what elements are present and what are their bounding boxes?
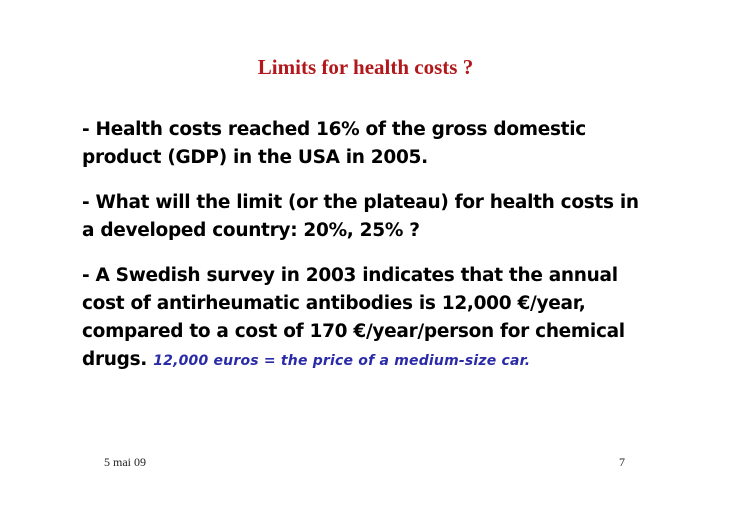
bullet-survey-drugs-text: drugs. — [82, 349, 148, 370]
bullet-gdp-line-2: product (GDP) in the USA in 2005. — [82, 147, 428, 168]
slide-title: Limits for health costs ? — [257, 55, 474, 79]
bullet-gdp-line-1: - Health costs reached 16% of the gross domestic — [82, 119, 586, 140]
bullet-limit-line-1: - What will the limit (or the plateau) for health costs in — [82, 192, 639, 213]
bullet-survey-line-1: - A Swedish survey in 2003 indicates that the annual — [82, 265, 618, 286]
bullet-survey-line-4 — [82, 346, 712, 375]
bullet-survey-line-2: cost of antirheumatic antibodies is 12,000 €/year, — [82, 293, 586, 314]
bullet-gdp — [82, 116, 712, 172]
bullet-survey-line-3: compared to a cost of 170 €/year/person for chemical — [82, 321, 625, 342]
footer-date: 5 mai 09 — [104, 455, 146, 469]
page-number: 7 — [619, 455, 625, 469]
bullet-limit-line-2: a developed country: 20%, 25% ? — [82, 220, 420, 241]
bullet-limit — [82, 189, 712, 245]
bullet-swedish-survey — [82, 262, 712, 375]
car-price-note: 12,000 euros = the price of a medium-size car. — [153, 353, 531, 369]
